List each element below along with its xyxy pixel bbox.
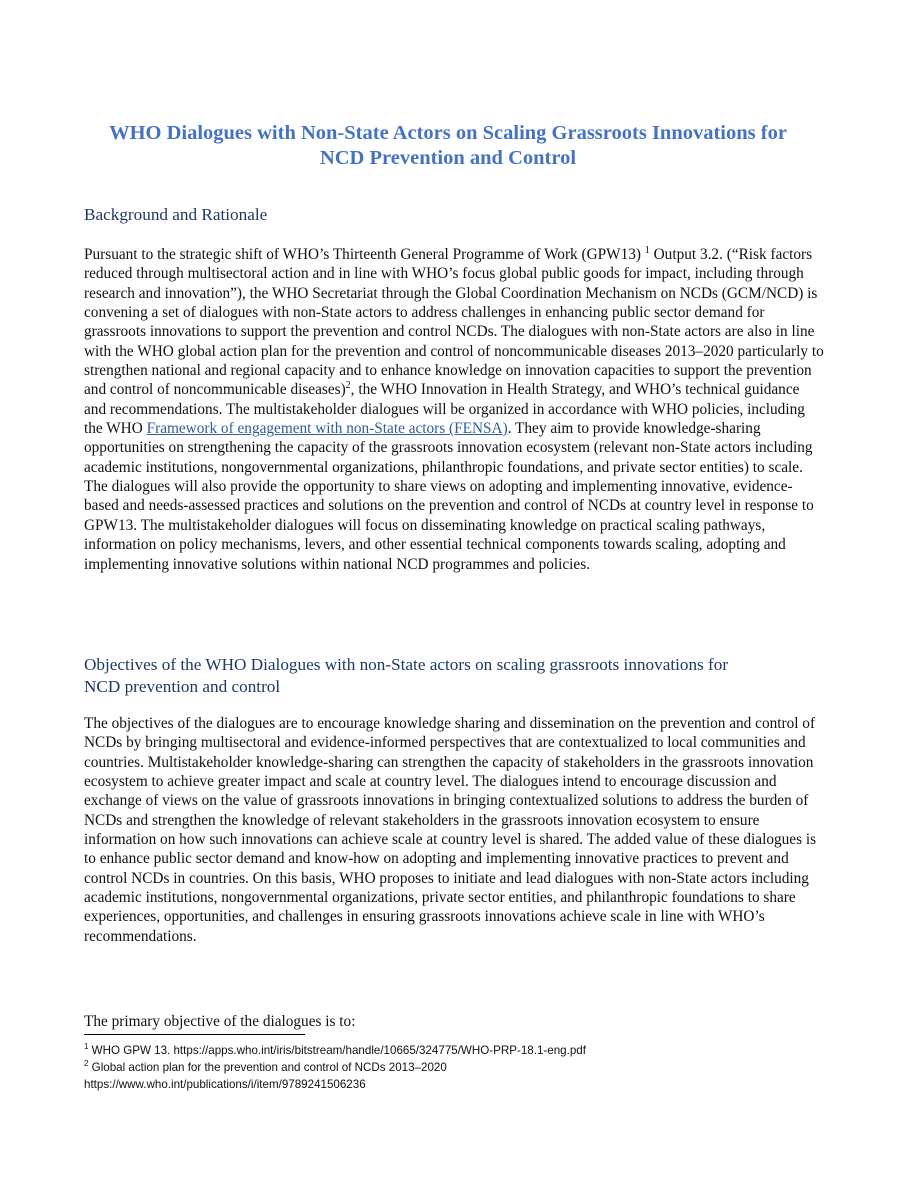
section-heading-objectives (84, 654, 824, 697)
footnote-2-url[interactable]: https://www.who.int/publications/i/item/9789241506236 (84, 1078, 366, 1091)
footnotes (84, 1042, 824, 1093)
fensa-link[interactable]: Framework of engagement with non-State actors (FENSA) (146, 420, 508, 438)
footnote-2-text: Global action plan for the prevention and control of NCDs 2013–2020 (88, 1061, 447, 1074)
objectives-heading-line-1: Objectives of the WHO Dialogues with non-State actors on scaling grassroots innovations for (84, 655, 729, 674)
objectives-heading-line-2: NCD prevention and control (84, 676, 281, 696)
footnote-ref-1[interactable]: 1 (644, 244, 650, 256)
footnote-1-text[interactable]: WHO GPW 13. https://apps.who.int/iris/bitstream/handle/10665/324775/WHO-PRP-18.1-eng.pdf (88, 1044, 586, 1057)
primary-objective-text: The primary objective of the dialogues is to: (84, 1013, 356, 1030)
section-heading-background: Background and Rationale (84, 205, 268, 224)
footnote-2: $^2$ Global action plan for the prevention and control of NCDs 2013–2020 (84, 1059, 447, 1074)
footnote-1: $^1$ WHO GPW 13. https://apps.who.int/iris/bitstream/handle/10665/324775/WHO-PRP-18.1-eng.pdf (84, 1042, 586, 1057)
document-title (78, 121, 818, 171)
title-line-1: WHO Dialogues with Non-State Actors on Scaling Grassroots Innovations for (109, 122, 787, 144)
footnote-ref-2[interactable]: 2 (345, 380, 351, 392)
objectives-paragraph: The objectives of the dialogues are to encourage knowledge sharing and dissemination on the prevention and control of NCDs by bringing multisectoral and evidence-informed perspectives that are contextualized to local communities and countries. Multistakeholder knowledge-sharing can strengthen the capacity of stakeholders in the grassroots innovation ecosystem to achieve greater impact and scale at country level. The dialogues intend to encourage discussion and exchange of views on the value of grassroots innovations in bringing contextualized solutions to address the burden of NCDs and strengthen the knowledge of relevant stakeholders in the grassroots innovation ecosystem to ensure information on how such innovations can achieve scale at country level is shared. The added value of these dialogues is to enhance public sector demand and know-how on adopting and implementing innovative practices to prevent and control NCDs in countries. On this basis, WHO proposes to initiate and lead dialogues with non-State actors including academic institutions, nongovernmental organizations, private sector entities, and philanthropic foundations to share experiences, opportunities, and challenges in ensuring grassroots innovations achieve scale in line with WHO’s recommendations. (84, 715, 817, 945)
footnote-separator (84, 1034, 305, 1035)
background-paragraph: Pursuant to the strategic shift of WHO’s Thirteenth General Programme of Work (GPW13) $^1$ Output 3.2. (“Risk factors reduced through multisectoral action and in line with WHO’s focus global public goods for impact, including through research and innovation”), the WHO Secretariat through the Global Coordination Mechanism on NCDs (GCM/NCD) is convening a set of dialogues with non-State actors to address challenges in enhancing public sector demand for grassroots innovations to support the prevention and control NCDs. The dialogues with non-State actors are also in line with the WHO global action plan for the prevention and control of noncommunicable diseases 2013–2020 particularly to strengthen national and regional capacity and to enhance knowledge on innovation capacities to support the prevention and control of noncommunicable diseases)$^2$, the WHO Innovation in Health Strategy, and WHO’s technical guidance and recommendations. The multistakeholder dialogues will be organized in accordance with WHO policies, including the WHO Framework of engagement with non-State actors (FENSA). They aim to provide knowledge-sharing opportunities on strengthening the capacity of the grassroots innovation ecosystem (relevant non-State actors including academic institutions, nongovernmental organizations, philanthropic foundations, and private sector entities) to scale. The dialogues will also provide the opportunity to share views on adopting and implementing innovative, evidence-based and needs-assessed practices and solutions on the prevention and control of NCDs at country level in response to GPW13. The multistakeholder dialogues will focus on disseminating knowledge on practical scaling pathways, information on policy mechanisms, levers, and other essential technical components towards scaling, adopting and implementing innovative solutions within national NCD programmes and policies. (84, 244, 824, 573)
title-line-2: NCD Prevention and Control (319, 147, 577, 169)
